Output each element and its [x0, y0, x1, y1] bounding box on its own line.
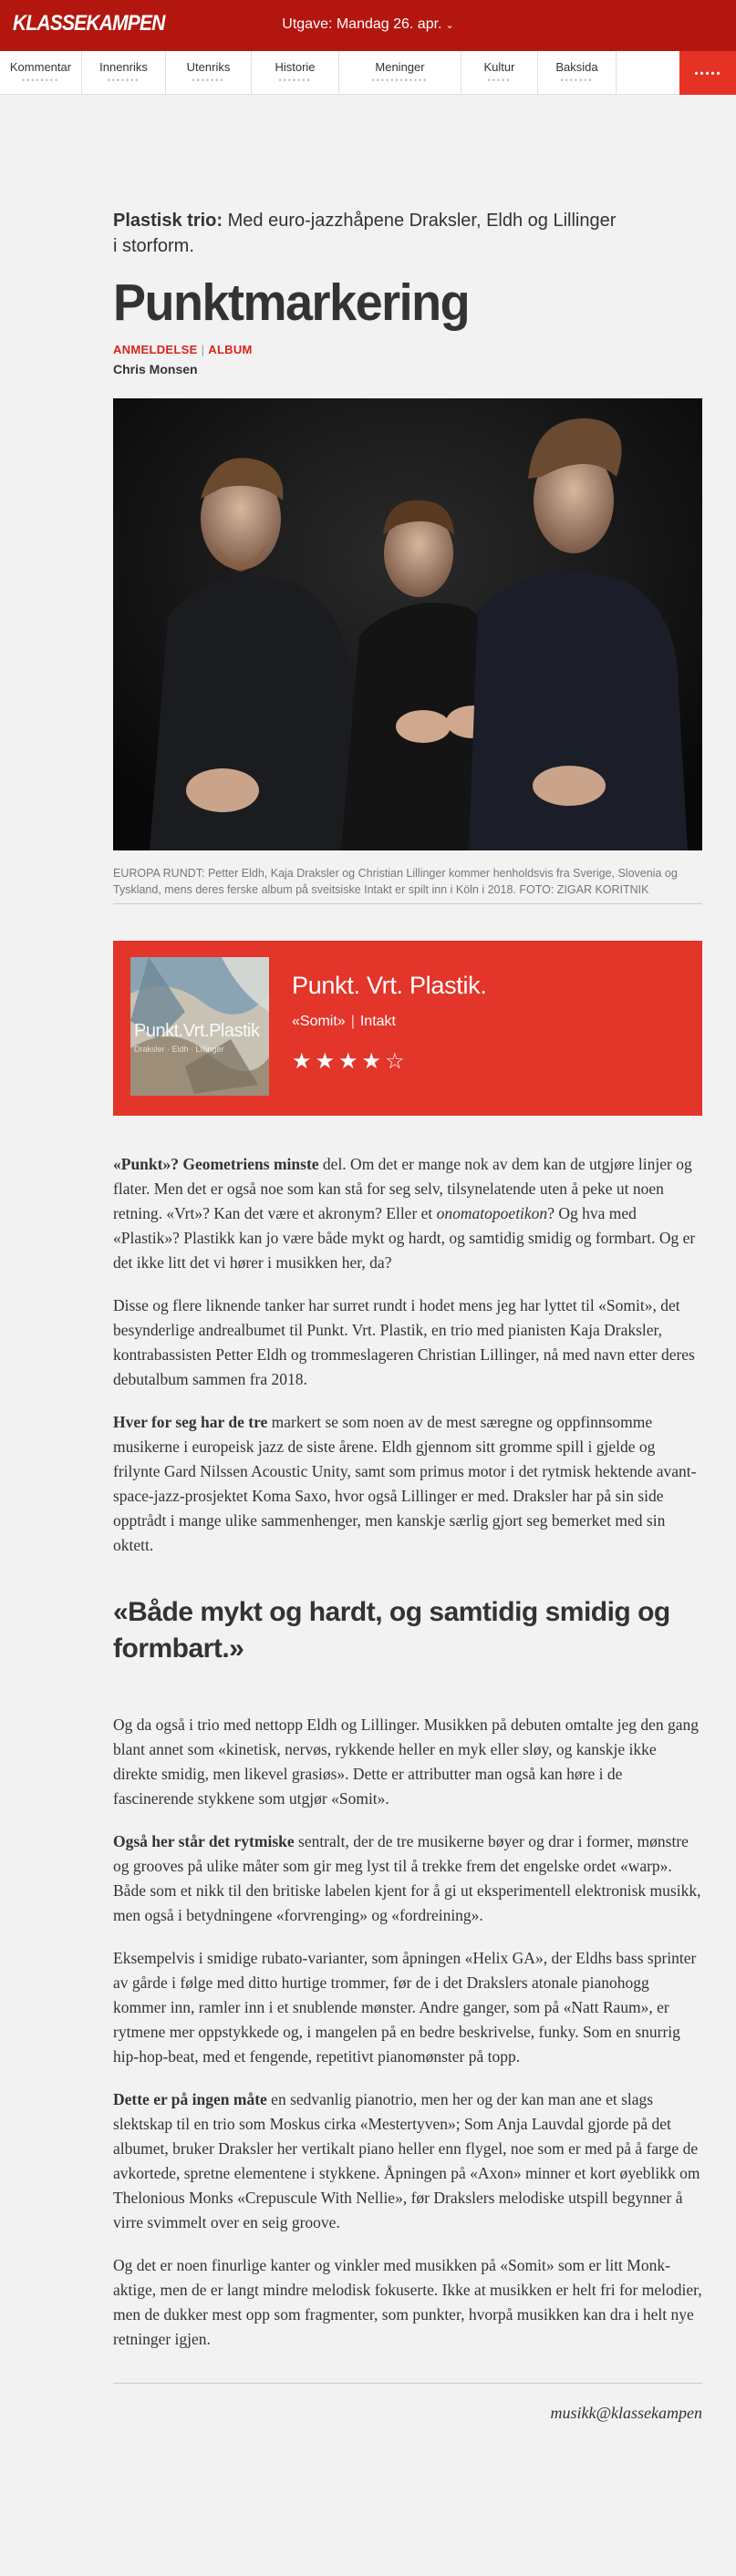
- paragraph-italic: onomatopoetikon: [436, 1204, 548, 1222]
- nav-label: Kommentar: [9, 60, 72, 74]
- tag-separator: |: [201, 343, 205, 356]
- dots-icon: •••••••: [107, 76, 140, 85]
- dots-icon: •••••••: [192, 76, 225, 85]
- site-logo[interactable]: KLASSEKAMPEN: [13, 11, 165, 36]
- nav-label: Baksida: [555, 60, 598, 74]
- article-body: [113, 1152, 702, 2423]
- paragraph-text: del. Om det er mange nok av dem kan de utgjøre linjer og flater. Men det er også noe som kan stå for seg selv, tilsynelatende uten å peke ut noen retning. «Vrt»? Kan det være et akronym? Eller et: [113, 1155, 692, 1222]
- paragraph: Eksempelvis i smidige rubato-varianter, som åpningen «Helix GA», der Eldhs bass sprinter av gårde i følge med ditto hurtige trommer, før de i det Drakslers atonale pianohogg kommer inn, ramler inn i et snublende mønster. Andre ganger, som på «Natt Raum», er rytmene mer oppstykkede og, i mangelen på en bedre beskrivelse, funky. Som en snurrig hip-hop-beat, med et fengende, repetitivt pianomønster på topp.: [113, 1949, 697, 2066]
- album-label: Intakt: [359, 1014, 396, 1029]
- article-photo: [113, 398, 702, 850]
- section-nav: [0, 51, 736, 95]
- nav-label: Historie: [275, 60, 316, 74]
- nav-item-innenriks[interactable]: [82, 51, 166, 94]
- contact-email[interactable]: musikk@klassekampen: [113, 2383, 702, 2423]
- nav-item-meninger[interactable]: [339, 51, 461, 94]
- edition-label: Utgave: Mandag 26. apr.: [282, 16, 442, 32]
- paragraph-text: en sedvanlig pianotrio, men her og der kan man ane et slags slektskap til en trio som Moskus cirka «Mestertyven»; Som Anja Lauvdal gjorde på det albumet, bruker Draksler her vertikalt piano heller enn flygel, noe som er med på å farge de avkortede, spretne elementene i stykkene. Åpningen på «Axon» minner et kort øyeblikk om Thelonious Monks «Crepuscule With Nellie», før Drakslers melodiske utspill begynner å virre svimmelt over en seig groove.: [113, 2090, 700, 2231]
- paragraph-lead: «Punkt»? Geometriens minste: [113, 1155, 319, 1173]
- paragraph: [113, 1410, 702, 1558]
- nav-item-kultur[interactable]: [461, 51, 538, 94]
- paragraph-text: ? Og hva med «Plastik»? Plastikk kan jo være både mykt og hardt, og samtidig smidig og formbart. Og er det ikke litt det vi hører i musikken her, da?: [113, 1204, 696, 1272]
- article-author[interactable]: Chris Monsen: [113, 362, 198, 376]
- dots-icon: ••••••••: [21, 76, 60, 85]
- dots-icon: •••••••: [560, 76, 594, 85]
- album-meta: [292, 1014, 396, 1030]
- nav-item-baksida[interactable]: [538, 51, 617, 94]
- nav-label: Innenriks: [99, 60, 148, 74]
- paragraph: Og det er noen finurlige kanter og vinkler med musikken på «Somit» som er litt Monk-aktige, men de er langt mindre melodisk fokuserte. Ikke at musikken er helt fri for melodier, men de dukker mest opp som fragmenter, som punkter, hvorpå musikken kan dra i helt nye retninger igjen.: [113, 2256, 702, 2348]
- paragraph: Og da også i trio med nettopp Eldh og Lillinger. Musikken på debuten omtalte jeg den gang blant annet som «kinetisk, nervøs, rykkende heller en myk eller sløy, og kanskje ikke direkte smidig, men likevel grasiøs». Dette er attributter man også kan høre i de fascinerende stykkene som utgjør «Somit».: [113, 1716, 700, 1808]
- paragraph-lead: Dette er på ingen måte: [113, 2090, 267, 2108]
- nav-label: Kultur: [483, 60, 515, 74]
- star-rating: ★★★★☆: [292, 1048, 409, 1074]
- article-kicker: [113, 208, 624, 259]
- chevron-down-icon: ⌄: [445, 20, 454, 31]
- edition-selector[interactable]: [0, 16, 736, 33]
- nav-label: Meninger: [375, 60, 425, 74]
- nav-label: Utenriks: [186, 60, 231, 74]
- tag-anmeldelse[interactable]: ANMELDELSE: [113, 343, 198, 356]
- meta-separator: |: [350, 1014, 355, 1029]
- paragraph-lead: Hver for seg har de tre: [113, 1413, 268, 1431]
- article-tags: [113, 343, 702, 356]
- album-review-card: [113, 941, 702, 1116]
- paragraph-text: markert se som noen av de mest særegne og oppfinnsomme musikerne i europeisk jazz de siste årene. Eldh gjennom sitt gromme spill i gjelde og frilynte Gard Nilssen Acoustic Unity, samt som primus motor i det rytmisk hektende avant-space-jazz-prosjektet Koma Saxo, hvor også Lillinger er med. Draksler har på sin side opptrådt i mange ulike sammenhenger, men kanskje særlig gjort seg bemerket med sin oktett.: [113, 1413, 697, 1554]
- album-record: «Somit»: [292, 1014, 346, 1029]
- article-title: Punktmarkering: [113, 273, 470, 332]
- paragraph-text: sentralt, der de tre musikerne bøyer og drar i former, mønstre og grooves på ulike måter som gir meg lyst til å trekke frem det engelske ordet «warp». Både som et nikk til den britiske labelen kjent for å gi ut eksperimentell elektronisk musikk, men også i betydningene «forvrenging» og «fordreining».: [113, 1832, 701, 1924]
- dots-icon: ••••••••••••: [371, 76, 429, 85]
- site-header: [0, 0, 736, 51]
- album-artist: Punkt. Vrt. Plastik.: [292, 972, 487, 999]
- dots-icon: •••••: [487, 76, 512, 85]
- cover-title: Punkt.Vrt.Plastik: [134, 1021, 260, 1041]
- kicker-text: Med euro-jazzhåpene Draksler, Eldh og Lillinger i storform.: [113, 211, 617, 256]
- nav-item-historie[interactable]: [252, 51, 339, 94]
- dots-icon: •••••••: [278, 76, 312, 85]
- nav-item-utenriks[interactable]: [166, 51, 252, 94]
- more-menu-button[interactable]: .....: [679, 51, 736, 95]
- tag-album[interactable]: ALBUM: [208, 343, 253, 356]
- album-cover: [130, 957, 269, 1096]
- article: [113, 208, 702, 2423]
- pull-quote: «Både mykt og hardt, og samtidig smidig og formbart.»: [113, 1597, 670, 1664]
- photo-caption: EUROPA RUNDT: Petter Eldh, Kaja Draksler og Christian Lillinger kommer henholdsvis fra Sverige, Slovenia og Tyskland, mens deres ferske album på sveitsiske Intakt er spilt inn i Köln i 2018. FOTO: ZIGAR KORITNIK: [113, 865, 702, 904]
- paragraph-lead: Også her står det rytmiske: [113, 1832, 295, 1850]
- kicker-lead: Plastisk trio:: [113, 211, 223, 231]
- paragraph: Disse og flere liknende tanker har surret rundt i hodet mens jeg har lyttet til «Somit», det besynderlige andrealbumet til Punkt. Vrt. Plastik, en trio med pianisten Kaja Draksler, kontrabassisten Petter Eldh og trommeslageren Christian Lillinger, nå med navn etter deres debutalbum sammen fra 2018.: [113, 1296, 695, 1388]
- cover-subtitle: Draksler · Eldh · Lillinger: [134, 1045, 224, 1054]
- paragraph: [113, 1152, 702, 1275]
- nav-item-kommentar[interactable]: [0, 51, 82, 94]
- trio-photo-illustration: [113, 398, 702, 850]
- paragraph: [113, 1829, 702, 1928]
- paragraph: [113, 2087, 702, 2235]
